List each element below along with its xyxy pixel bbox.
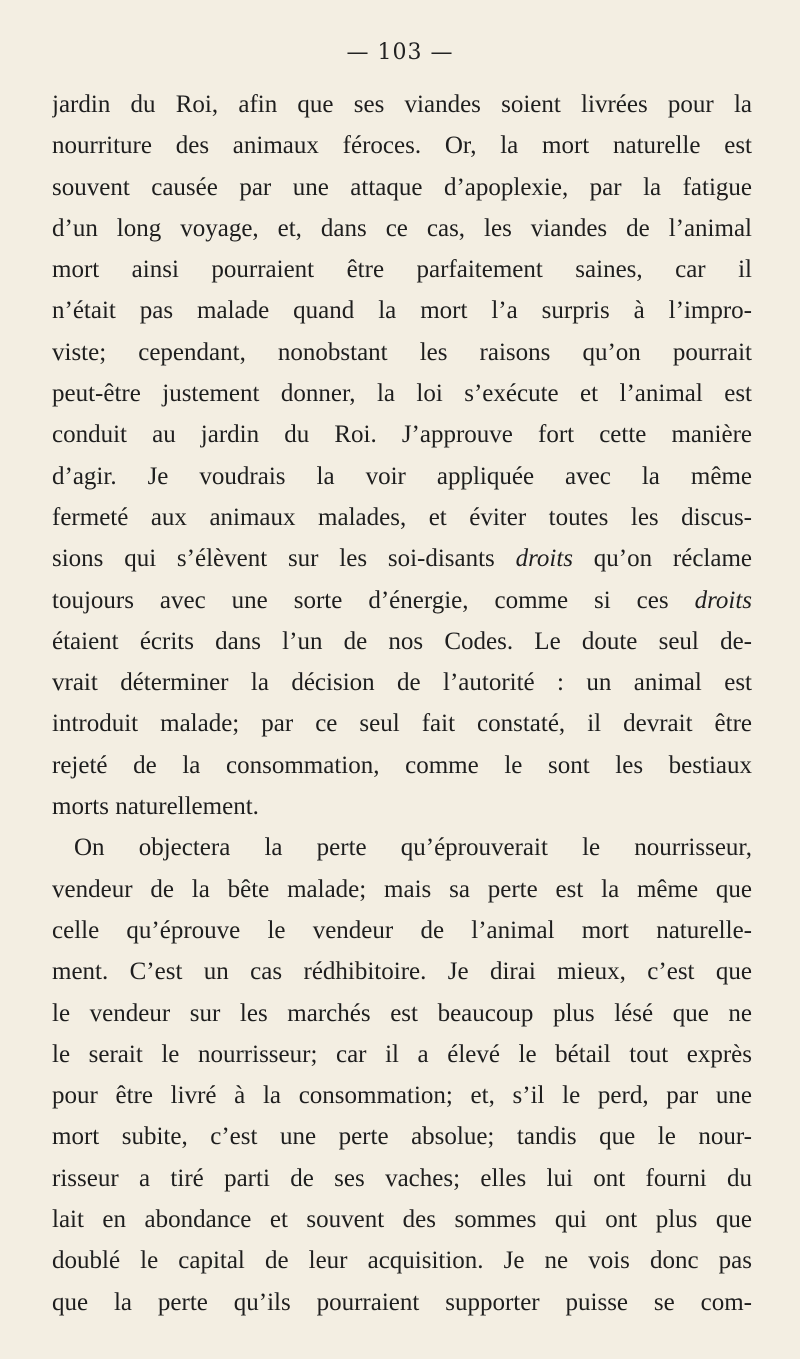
text-line — [52, 621, 752, 662]
text-line — [52, 414, 752, 455]
text-segment: morts naturellement. — [52, 793, 259, 821]
text-line — [52, 84, 752, 125]
text-line — [52, 1240, 752, 1281]
text-segment: mort subite, c’est une perte absolue; tandis que le nour- — [52, 1123, 752, 1151]
text-segment: d’agir. Je voudrais la voir appliquée avec la même — [52, 462, 752, 490]
text-segment: vrait déterminer la décision de l’autorité : un animal est — [52, 669, 752, 697]
text-segment: nourriture des animaux féroces. Or, la mort naturelle est — [52, 132, 752, 160]
text-line — [52, 497, 752, 538]
text-segment: toujours avec une sorte d’énergie, comme si ces — [52, 586, 695, 614]
text-segment: mort ainsi pourraient être parfaitement saines, car il — [52, 256, 752, 284]
text-line — [52, 580, 752, 621]
text-line — [52, 290, 752, 331]
text-segment: doublé le capital de leur acquisition. Je ne vois donc pas — [52, 1247, 752, 1275]
text-segment: conduit au jardin du Roi. J’approuve fort cette manière — [52, 421, 752, 449]
text-segment: fermeté aux animaux malades, et éviter toutes les discus- — [52, 503, 752, 531]
text-segment: risseur a tiré parti de ses vaches; elles lui ont fourni du — [52, 1164, 752, 1192]
text-line — [52, 249, 752, 290]
text-line — [52, 951, 752, 992]
text-segment: que la perte qu’ils pourraient supporter puisse se com- — [52, 1288, 752, 1316]
text-segment: peut-être justement donner, la loi s’exécute et l’animal est — [52, 380, 752, 408]
body-text — [52, 84, 752, 1323]
text-segment: viste; cependant, nonobstant les raisons qu’on pourrait — [52, 338, 752, 366]
text-line — [52, 1075, 752, 1116]
italic-word: droits — [694, 586, 752, 614]
text-line — [52, 786, 752, 827]
text-segment: jardin du Roi, afin que ses viandes soient livrées pour la — [52, 91, 752, 118]
text-line — [52, 703, 752, 744]
text-segment: étaient écrits dans l’un de nos Codes. Le doute seul de- — [52, 627, 752, 655]
text-segment: introduit malade; par ce seul fait constaté, il devrait être — [52, 710, 752, 738]
text-segment: lait en abondance et souvent des sommes qui ont plus que — [52, 1206, 752, 1234]
text-line — [52, 745, 752, 786]
text-segment: vendeur de la bête malade; mais sa perte est la même que — [52, 875, 752, 903]
text-segment: rejeté de la consommation, comme le sont les bestiaux — [52, 751, 752, 779]
text-line — [52, 993, 752, 1034]
text-line — [52, 125, 752, 166]
text-line — [52, 910, 752, 951]
text-line — [52, 1034, 752, 1075]
text-segment: ment. C’est un cas rédhibitoire. Je dirai mieux, c’est que — [52, 958, 752, 986]
text-line — [52, 538, 752, 579]
text-line — [52, 167, 752, 208]
text-segment: celle qu’éprouve le vendeur de l’animal mort naturelle- — [52, 916, 752, 944]
text-line — [52, 827, 752, 868]
text-segment: qu’on réclame — [573, 545, 752, 573]
text-line — [52, 373, 752, 414]
text-line — [52, 332, 752, 373]
text-segment: pour être livré à la consommation; et, s’il le perd, par une — [52, 1082, 752, 1110]
text-segment: d’un long voyage, et, dans ce cas, les viandes de l’animal — [52, 214, 752, 242]
text-line — [52, 456, 752, 497]
text-segment: souvent causée par une attaque d’apoplexie, par la fatigue — [52, 173, 752, 201]
text-segment: sions qui s’élèvent sur les soi-disants — [52, 545, 516, 573]
text-segment: le vendeur sur les marchés est beaucoup plus lésé que ne — [52, 999, 752, 1027]
text-line — [52, 1282, 752, 1323]
text-line — [52, 1116, 752, 1157]
italic-word: droits — [515, 545, 573, 573]
page-number: — 103 — — [346, 40, 454, 65]
text-segment: le serait le nourrisseur; car il a élevé le bétail tout exprès — [52, 1040, 752, 1068]
text-line — [52, 869, 752, 910]
text-line — [52, 208, 752, 249]
text-line — [52, 1199, 752, 1240]
text-line — [52, 1158, 752, 1199]
text-segment: n’était pas malade quand la mort l’a surpris à l’impro- — [52, 297, 752, 325]
text-segment: On objectera la perte qu’éprouverait le nourrisseur, — [74, 834, 752, 862]
text-line — [52, 662, 752, 703]
